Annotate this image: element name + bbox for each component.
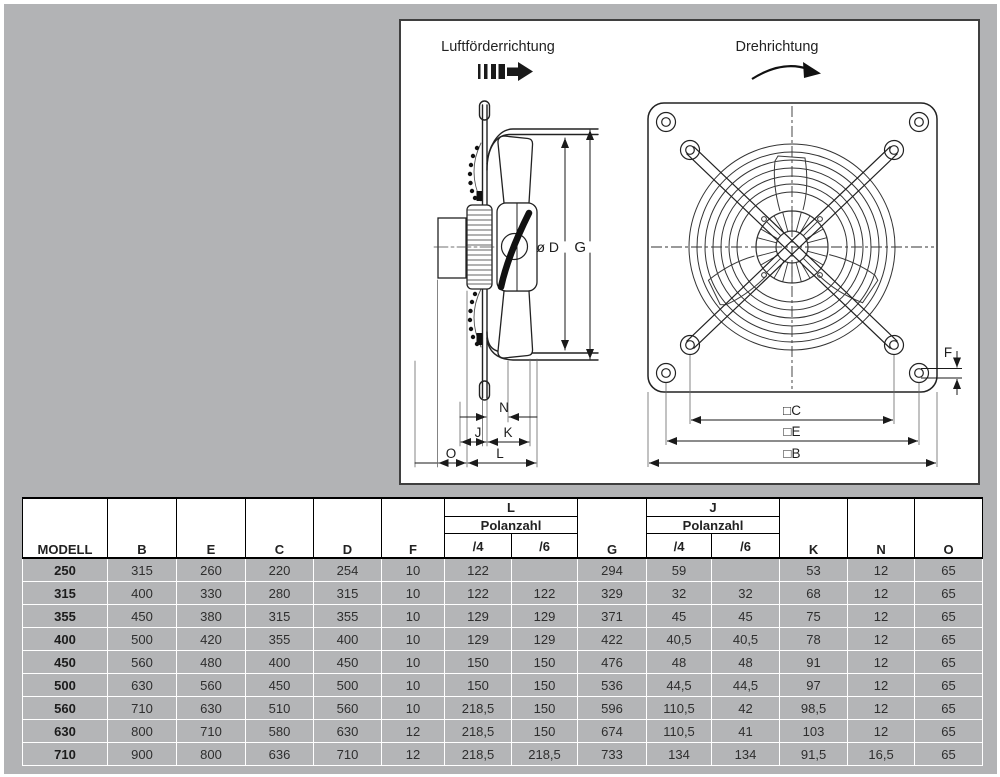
value-cell: 103 xyxy=(780,720,848,743)
value-cell: 596 xyxy=(578,697,647,720)
dim-d-label: ø D xyxy=(536,239,559,255)
model-cell: 710 xyxy=(23,743,108,766)
value-cell: 500 xyxy=(314,674,382,697)
value-cell: 450 xyxy=(108,605,177,628)
table-row xyxy=(23,651,983,674)
value-cell: 220 xyxy=(246,558,314,582)
value-cell: 98,5 xyxy=(780,697,848,720)
value-cell: 10 xyxy=(382,628,445,651)
side-view-drawing xyxy=(415,39,598,467)
value-cell: 12 xyxy=(848,628,915,651)
model-cell: 450 xyxy=(23,651,108,674)
table-row xyxy=(23,605,983,628)
value-cell: 900 xyxy=(108,743,177,766)
value-cell: 122 xyxy=(445,558,512,582)
value-cell: 32 xyxy=(647,582,712,605)
value-cell: 422 xyxy=(578,628,647,651)
value-cell: 480 xyxy=(177,651,246,674)
value-cell: 10 xyxy=(382,697,445,720)
model-cell: 355 xyxy=(23,605,108,628)
value-cell: 150 xyxy=(445,651,512,674)
value-cell: 65 xyxy=(915,720,983,743)
value-cell: 674 xyxy=(578,720,647,743)
col-header-g: G xyxy=(578,498,647,558)
col-header-o: O xyxy=(915,498,983,558)
value-cell: 355 xyxy=(246,628,314,651)
table-row xyxy=(23,743,983,766)
value-cell: 10 xyxy=(382,651,445,674)
value-cell: 110,5 xyxy=(647,697,712,720)
dim-j-label: J xyxy=(474,425,482,440)
dim-k-label: K xyxy=(503,425,513,440)
value-cell: 218,5 xyxy=(445,720,512,743)
col-header-modell: MODELL xyxy=(23,498,108,558)
value-cell: 218,5 xyxy=(512,743,578,766)
value-cell: 12 xyxy=(382,743,445,766)
table-row xyxy=(23,558,983,582)
value-cell: 44,5 xyxy=(712,674,780,697)
value-cell: 710 xyxy=(314,743,382,766)
dim-g-label: G xyxy=(574,239,586,256)
col-header-l6: /6 xyxy=(512,534,578,559)
dimensions-table xyxy=(22,497,983,766)
value-cell: 218,5 xyxy=(445,743,512,766)
value-cell: 218,5 xyxy=(445,697,512,720)
value-cell: 12 xyxy=(848,720,915,743)
value-cell: 12 xyxy=(382,720,445,743)
value-cell: 330 xyxy=(177,582,246,605)
value-cell: 10 xyxy=(382,558,445,582)
dim-e-label: □E xyxy=(783,424,801,439)
value-cell: 315 xyxy=(314,582,382,605)
value-cell: 12 xyxy=(848,697,915,720)
impeller-side xyxy=(497,136,537,358)
group-header-j: J xyxy=(647,498,780,517)
col-header-e: E xyxy=(177,498,246,558)
col-header-c: C xyxy=(246,498,314,558)
col-header-d: D xyxy=(314,498,382,558)
value-cell: 380 xyxy=(177,605,246,628)
value-cell: 371 xyxy=(578,605,647,628)
value-cell: 400 xyxy=(314,628,382,651)
dim-b-label: □B xyxy=(783,446,801,461)
value-cell: 294 xyxy=(578,558,647,582)
value-cell: 10 xyxy=(382,605,445,628)
dim-n-label: N xyxy=(499,400,509,415)
value-cell: 560 xyxy=(177,674,246,697)
junction-box xyxy=(438,218,466,278)
value-cell: 329 xyxy=(578,582,647,605)
value-cell: 12 xyxy=(848,558,915,582)
subheader-polanzahl-j: Polanzahl xyxy=(647,517,780,534)
dim-f-label: F xyxy=(943,345,953,360)
technical-drawing-box xyxy=(399,19,980,485)
value-cell: 560 xyxy=(314,697,382,720)
value-cell: 91,5 xyxy=(780,743,848,766)
col-header-k: K xyxy=(780,498,848,558)
value-cell: 580 xyxy=(246,720,314,743)
dim-l-label: L xyxy=(496,446,504,461)
value-cell: 45 xyxy=(712,605,780,628)
value-cell: 129 xyxy=(512,605,578,628)
value-cell: 134 xyxy=(712,743,780,766)
col-header-b: B xyxy=(108,498,177,558)
value-cell: 10 xyxy=(382,674,445,697)
subheader-polanzahl-l: Polanzahl xyxy=(445,517,578,534)
value-cell: 78 xyxy=(780,628,848,651)
group-header-l: L xyxy=(445,498,578,517)
value-cell: 110,5 xyxy=(647,720,712,743)
value-cell: 59 xyxy=(647,558,712,582)
value-cell: 560 xyxy=(108,651,177,674)
value-cell xyxy=(712,558,780,582)
dim-o-label: O xyxy=(445,446,457,461)
model-cell: 630 xyxy=(23,720,108,743)
table-row xyxy=(23,697,983,720)
value-cell: 150 xyxy=(512,720,578,743)
rotation-arrow-icon xyxy=(752,62,821,79)
airflow-arrow-icon xyxy=(478,62,533,81)
value-cell: 536 xyxy=(578,674,647,697)
value-cell: 40,5 xyxy=(712,628,780,651)
value-cell: 97 xyxy=(780,674,848,697)
col-header-n: N xyxy=(848,498,915,558)
value-cell: 65 xyxy=(915,674,983,697)
value-cell xyxy=(512,558,578,582)
table-row xyxy=(23,628,983,651)
value-cell: 630 xyxy=(177,697,246,720)
value-cell: 150 xyxy=(512,674,578,697)
value-cell: 315 xyxy=(246,605,314,628)
value-cell: 630 xyxy=(108,674,177,697)
value-cell: 75 xyxy=(780,605,848,628)
table-row xyxy=(23,582,983,605)
value-cell: 122 xyxy=(512,582,578,605)
value-cell: 733 xyxy=(578,743,647,766)
value-cell: 800 xyxy=(108,720,177,743)
airflow-direction-label: Luftförderrichtung xyxy=(441,39,555,55)
value-cell: 65 xyxy=(915,605,983,628)
value-cell: 150 xyxy=(512,651,578,674)
value-cell: 315 xyxy=(108,558,177,582)
value-cell: 476 xyxy=(578,651,647,674)
value-cell: 450 xyxy=(314,651,382,674)
bottom-dimensions xyxy=(415,417,537,463)
model-cell: 560 xyxy=(23,697,108,720)
value-cell: 12 xyxy=(848,605,915,628)
value-cell: 710 xyxy=(177,720,246,743)
col-header-f: F xyxy=(382,498,445,558)
table-header xyxy=(23,498,983,558)
value-cell: 91 xyxy=(780,651,848,674)
value-cell: 45 xyxy=(647,605,712,628)
model-cell: 315 xyxy=(23,582,108,605)
fan-technical-drawing xyxy=(401,21,978,483)
model-cell: 400 xyxy=(23,628,108,651)
value-cell: 40,5 xyxy=(647,628,712,651)
value-cell: 41 xyxy=(712,720,780,743)
value-cell: 500 xyxy=(108,628,177,651)
value-cell: 129 xyxy=(512,628,578,651)
value-cell: 65 xyxy=(915,628,983,651)
value-cell: 129 xyxy=(445,628,512,651)
value-cell: 42 xyxy=(712,697,780,720)
value-cell: 450 xyxy=(246,674,314,697)
dim-c-label: □C xyxy=(783,403,801,418)
value-cell: 710 xyxy=(108,697,177,720)
value-cell: 800 xyxy=(177,743,246,766)
value-cell: 65 xyxy=(915,558,983,582)
model-cell: 250 xyxy=(23,558,108,582)
value-cell: 44,5 xyxy=(647,674,712,697)
value-cell: 53 xyxy=(780,558,848,582)
value-cell: 65 xyxy=(915,651,983,674)
value-cell: 48 xyxy=(712,651,780,674)
value-cell: 32 xyxy=(712,582,780,605)
value-cell: 122 xyxy=(445,582,512,605)
value-cell: 129 xyxy=(445,605,512,628)
value-cell: 150 xyxy=(445,674,512,697)
value-cell: 630 xyxy=(314,720,382,743)
value-cell: 150 xyxy=(512,697,578,720)
table-body xyxy=(23,558,983,766)
value-cell: 10 xyxy=(382,582,445,605)
rotation-direction-label: Drehrichtung xyxy=(735,39,819,55)
value-cell: 254 xyxy=(314,558,382,582)
table-row xyxy=(23,674,983,697)
model-cell: 500 xyxy=(23,674,108,697)
value-cell: 400 xyxy=(246,651,314,674)
value-cell: 65 xyxy=(915,743,983,766)
value-cell: 260 xyxy=(177,558,246,582)
front-view-drawing xyxy=(648,39,962,467)
value-cell: 12 xyxy=(848,651,915,674)
value-cell: 12 xyxy=(848,674,915,697)
value-cell: 134 xyxy=(647,743,712,766)
value-cell: 65 xyxy=(915,697,983,720)
table-row xyxy=(23,720,983,743)
value-cell: 65 xyxy=(915,582,983,605)
col-header-j6: /6 xyxy=(712,534,780,559)
value-cell: 68 xyxy=(780,582,848,605)
value-cell: 400 xyxy=(108,582,177,605)
col-header-j4: /4 xyxy=(647,534,712,559)
value-cell: 280 xyxy=(246,582,314,605)
value-cell: 636 xyxy=(246,743,314,766)
value-cell: 48 xyxy=(647,651,712,674)
col-header-l4: /4 xyxy=(445,534,512,559)
value-cell: 16,5 xyxy=(848,743,915,766)
value-cell: 355 xyxy=(314,605,382,628)
value-cell: 420 xyxy=(177,628,246,651)
value-cell: 510 xyxy=(246,697,314,720)
value-cell: 12 xyxy=(848,582,915,605)
